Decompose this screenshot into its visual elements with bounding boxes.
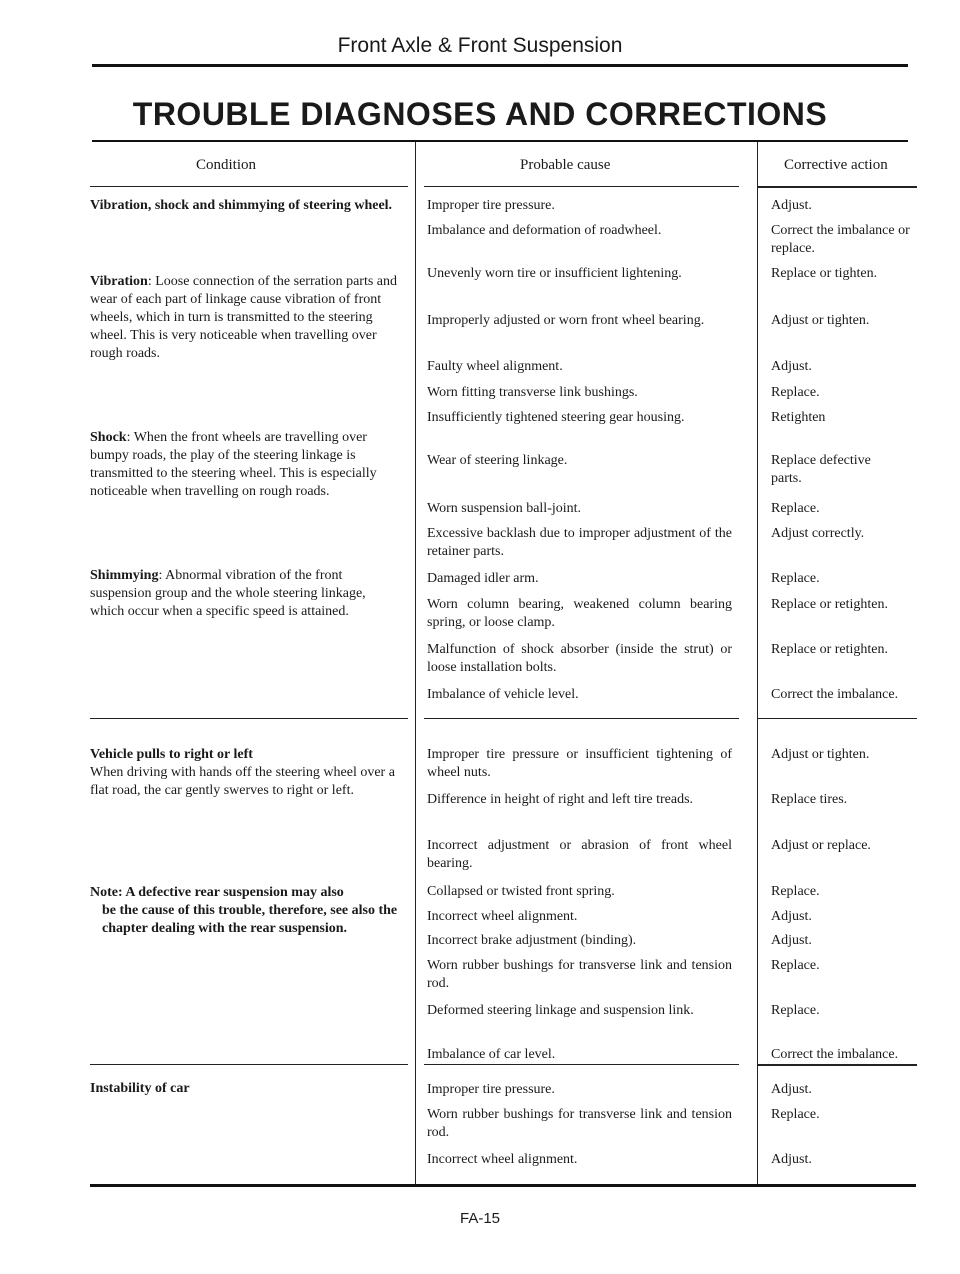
header-rule (92, 64, 908, 67)
action-item: Replace or retighten. (771, 597, 889, 612)
cause-item: Imbalance of vehicle level. (427, 687, 579, 702)
action-item: Replace. (771, 1003, 820, 1018)
column-header-condition: Condition (196, 157, 257, 173)
cause-item: Worn rubber bushings for transverse link and tension rod. (427, 1107, 732, 1140)
action-item: Replace or tighten. (771, 266, 878, 281)
action-item: Adjust. (771, 198, 812, 213)
header-underline (90, 186, 408, 187)
cause-item: Insufficiently tightened steering gear housing. (427, 410, 685, 425)
cause-item: Worn column bearing, weakened column bearing spring, or loose clamp. (427, 597, 732, 630)
cause-item: Incorrect wheel alignment. (427, 909, 578, 924)
column-divider (415, 142, 416, 1186)
condition-paragraph-shock (90, 429, 402, 501)
cause-item: Improper tire pressure. (427, 198, 555, 213)
action-item: Adjust. (771, 909, 812, 924)
action-item: Correct the imbalance or replace. (771, 223, 910, 256)
cause-item: Improper tire pressure. (427, 1082, 555, 1097)
cause-item: Improper tire pressure or insufficient tightening of wheel nuts. (427, 747, 732, 780)
cause-item: Imbalance and deformation of roadwheel. (427, 223, 662, 238)
condition-note (90, 884, 402, 938)
header-underline (424, 186, 739, 187)
cause-item: Improperly adjusted or worn front wheel bearing. (427, 313, 705, 328)
term-text: : When the front wheels are travelling over bumpy roads, the play of the steering linkage is transmitted to the steering wheel. This is especially noticeable when travelling on rough roads. (90, 430, 377, 499)
action-item: Adjust correctly. (771, 526, 865, 541)
action-item: Replace or retighten. (771, 642, 889, 657)
cause-item: Worn fitting transverse link bushings. (427, 385, 638, 400)
action-item: Retighten (771, 410, 826, 425)
condition-title: Instability of car (90, 1081, 190, 1096)
cause-item: Collapsed or twisted front spring. (427, 884, 615, 899)
column-divider (757, 142, 758, 1186)
cause-item: Incorrect wheel alignment. (427, 1152, 578, 1167)
group-divider (757, 1064, 917, 1066)
note-first-line: Note: A defective rear suspension may also (90, 885, 344, 900)
condition-paragraph-vibration (90, 273, 402, 363)
term-text: : Loose connection of the serration parts and wear of each part of linkage cause vibration of front wheels, which in turn is transmitted to the steering wheel. This is very noticeable when travelling over rough roads. (90, 274, 398, 361)
action-item: Correct the imbalance. (771, 1047, 899, 1062)
cause-item: Unevenly worn tire or insufficient lightening. (427, 266, 682, 281)
action-item: Adjust. (771, 933, 812, 948)
section-header: Front Axle & Front Suspension (337, 34, 623, 57)
action-item: Replace tires. (771, 792, 848, 807)
term-label: Vibration (90, 274, 148, 289)
cause-item: Incorrect adjustment or abrasion of front wheel bearing. (427, 838, 732, 871)
column-header-cause: Probable cause (520, 157, 611, 173)
group-divider (757, 718, 917, 719)
action-item: Adjust or tighten. (771, 313, 870, 328)
action-item: Replace. (771, 958, 820, 973)
cause-item: Malfunction of shock absorber (inside the strut) or loose installation bolts. (427, 642, 732, 675)
table-bottom-rule (90, 1184, 916, 1187)
condition-title: Vibration, shock and shimmying of steering wheel. (90, 198, 393, 213)
action-item: Adjust or tighten. (771, 747, 870, 762)
group-divider (424, 1064, 739, 1065)
action-item: Adjust or replace. (771, 838, 871, 853)
term-text: : Abnormal vibration of the front suspension group and the whole steering linkage, which occur when a specific speed is attained. (90, 568, 366, 619)
term-label: Shock (90, 430, 127, 445)
cause-item: Wear of steering linkage. (427, 453, 568, 468)
cause-item: Worn suspension ball-joint. (427, 501, 582, 516)
cause-item: Worn rubber bushings for transverse link and tension rod. (427, 958, 732, 991)
action-item: Adjust. (771, 359, 812, 374)
condition-paragraph-shimmying (90, 567, 402, 621)
cause-item: Excessive backlash due to improper adjustment of the retainer parts. (427, 526, 732, 559)
header-underline (757, 186, 917, 188)
page-title: TROUBLE DIAGNOSES AND CORRECTIONS (132, 96, 828, 132)
action-item: Replace. (771, 884, 820, 899)
cause-item: Difference in height of right and left tire treads. (427, 792, 694, 807)
cause-item: Incorrect brake adjustment (binding). (427, 933, 637, 948)
group-divider (90, 718, 408, 719)
action-item: Adjust. (771, 1082, 812, 1097)
cause-item: Damaged idler arm. (427, 571, 539, 586)
action-item: Replace. (771, 571, 820, 586)
group-divider (90, 1064, 408, 1065)
cause-item: Imbalance of car level. (427, 1047, 556, 1062)
condition-paragraph: When driving with hands off the steering wheel over a flat road, the car gently swerves to right or left. (90, 765, 395, 798)
action-item: Correct the imbalance. (771, 687, 899, 702)
condition-title: Vehicle pulls to right or left (90, 747, 253, 762)
action-item: Replace defective parts. (771, 453, 871, 486)
cause-item: Deformed steering linkage and suspension link. (427, 1003, 694, 1018)
term-label: Shimmying (90, 568, 159, 583)
group-divider (424, 718, 739, 719)
page-number: FA-15 (459, 1210, 501, 1227)
column-header-action: Corrective action (784, 157, 888, 173)
action-item: Replace. (771, 1107, 820, 1122)
action-item: Adjust. (771, 1152, 812, 1167)
title-rule (92, 140, 908, 142)
action-item: Replace. (771, 501, 820, 516)
note-text: be the cause of this trouble, therefore, see also the chapter dealing with the rear suspension. (102, 903, 398, 936)
cause-item: Faulty wheel alignment. (427, 359, 563, 374)
action-item: Replace. (771, 385, 820, 400)
